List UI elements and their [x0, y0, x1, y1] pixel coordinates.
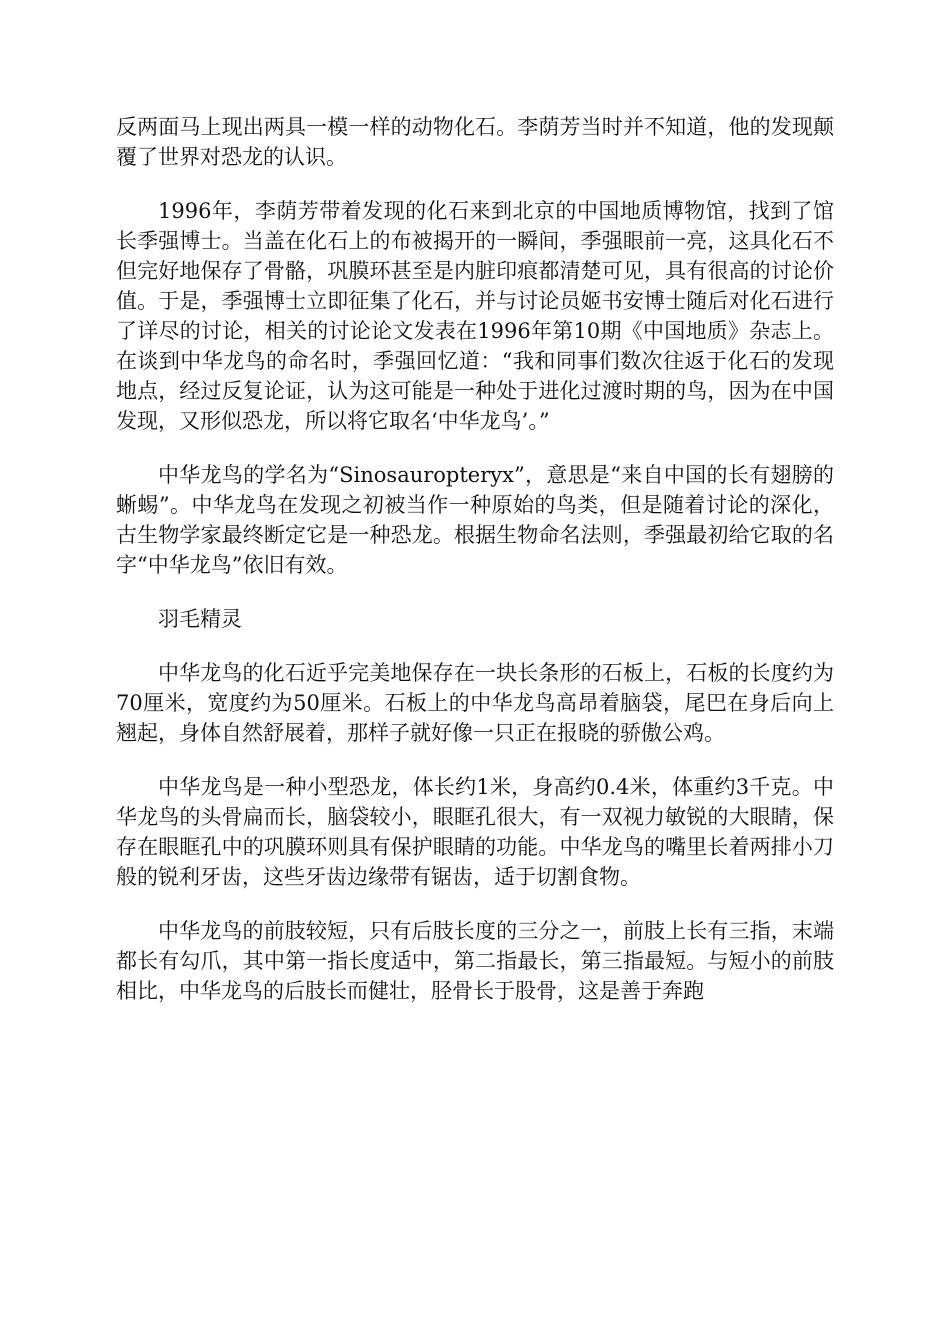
paragraph-gap: [116, 580, 834, 604]
paragraph-discovery: 1996年，李荫芳带着发现的化石来到北京的中国地质博物馆，找到了馆长季强博士。当盖在化石上的布被揭开的一瞬间，季强眼前一亮，这具化石不但完好地保存了骨骼，巩膜环甚至是内脏印痕都清楚可见，具有很高的讨论价值。于是，季强博士立即征集了化石，并与讨论员姬书安博士随后对化石进行了详尽的讨论，相关的讨论论文发表在1996年第10期《中国地质》杂志上。在谈到中华龙鸟的命名时，季强回忆道：“我和同事们数次往返于化石的发现地点，经过反复论证，认为这可能是一种处于进化过渡时期的鸟，因为在中国发现，又形似恐龙，所以将它取名‘中华龙鸟’。”: [116, 199, 834, 433]
paragraph-limbs: 中华龙鸟的前肢较短，只有后肢长度的三分之一，前肢上长有三指，末端都长有勾爪，其中第一指长度适中，第二指最长，第三指最短。与短小的前肢相比，中华龙鸟的后肢长而健壮，胫骨长于股骨，这是善于奔跑: [116, 919, 834, 1003]
paragraph-gap: [116, 748, 834, 772]
paragraph-scientific-name: 中华龙鸟的学名为“Sinosauropteryx”，意思是“来自中国的长有翅膀的蜥蜴”。中华龙鸟在发现之初被当作一种原始的鸟类，但是随着讨论的深化，古生物学家最终断定它是一种恐龙。根据生物命名法则，季强最初给它取的名字“中华龙鸟”依旧有效。: [116, 463, 834, 577]
paragraph-gap: [116, 436, 834, 460]
paragraph-gap: [116, 892, 834, 916]
paragraph-fossil-slab: 中华龙鸟的化石近乎完美地保存在一块长条形的石板上，石板的长度约为70厘米，宽度约为50厘米。石板上的中华龙鸟高昂着脑袋，尾巴在身后向上翘起，身体自然舒展着，那样子就好像一只正在报晓的骄傲公鸡。: [116, 661, 834, 745]
document-page: [116, 112, 834, 1006]
paragraph-continuation: 反两面马上现出两具一模一样的动物化石。李荫芳当时并不知道，他的发现颠覆了世界对恐龙的认识。: [116, 115, 834, 169]
paragraph-body-description: 中华龙鸟是一种小型恐龙，体长约1米，身高约0.4米，体重约3千克。中华龙鸟的头骨扁而长，脑袋较小，眼眶孔很大，有一双视力敏锐的大眼睛，保存在眼眶孔中的巩膜环则具有保护眼睛的功能。中华龙鸟的嘴里长着两排小刀般的锐利牙齿，这些牙齿边缘带有锯齿，适于切割食物。: [116, 775, 834, 889]
paragraph-gap: [116, 172, 834, 196]
paragraph-gap: [116, 634, 834, 658]
section-heading: 羽毛精灵: [158, 607, 242, 631]
